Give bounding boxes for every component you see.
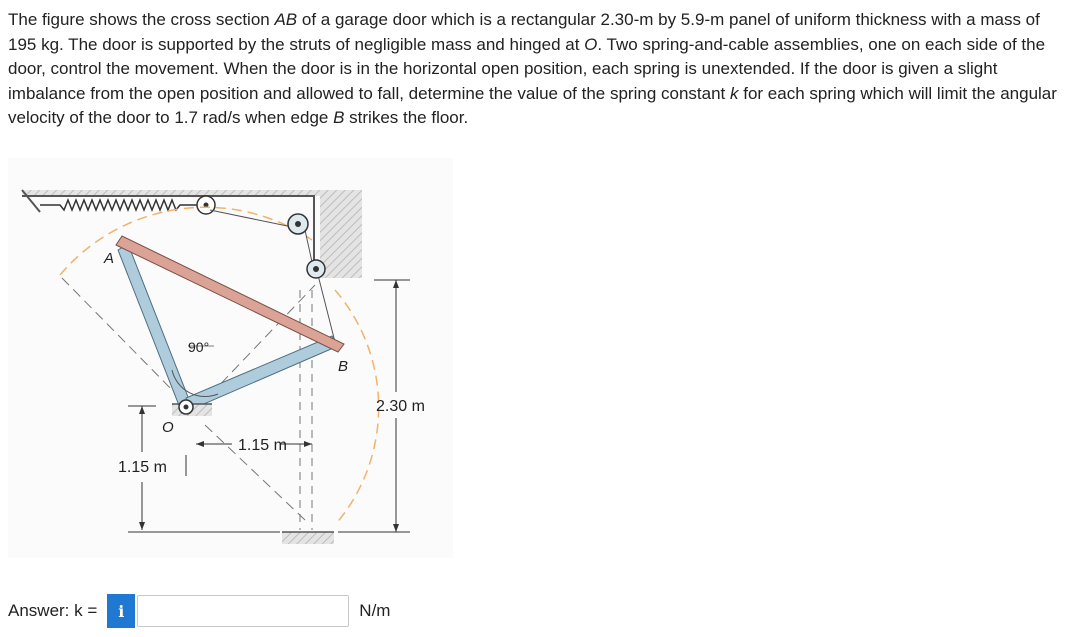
dim-horizontal-label: 1.15 m xyxy=(238,437,287,454)
dim-right-label: 2.30 m xyxy=(376,398,425,415)
label-b: B xyxy=(338,358,349,375)
upper-pulley-axle-icon xyxy=(295,221,301,227)
floor-hatch xyxy=(282,532,334,544)
answer-units: N/m xyxy=(359,601,391,620)
var-b: B xyxy=(333,108,345,127)
var-ab: AB xyxy=(274,10,298,29)
dim-left-label: 1.15 m xyxy=(118,459,167,476)
var-k: k xyxy=(730,83,739,103)
lower-pulley-axle-icon xyxy=(313,266,319,272)
label-a: A xyxy=(104,250,115,267)
var-o: O xyxy=(584,34,598,54)
problem-text-3: . Two spring-and-cable assemblies, one on each side of the door, control the movement. When the door is in the horizontal open position, each spring is unextended. If the door is given a slight imbalance from the open position and allowed to fall, determine the value of the spring constant xyxy=(8,34,1046,103)
answer-row xyxy=(8,592,390,630)
answer-label: Answer: k = xyxy=(8,601,98,620)
figure-background xyxy=(8,158,453,558)
hinge-o-axle-icon xyxy=(184,405,189,410)
label-o: O xyxy=(162,419,174,436)
problem-text-5: strikes the floor. xyxy=(344,108,469,127)
info-icon[interactable]: i xyxy=(107,594,135,628)
problem-text-4: for each spring which will limit the angular velocity of the door to 1.7 rad/s when edge xyxy=(8,83,1057,127)
problem-statement xyxy=(8,8,1070,131)
problem-text-2: of a garage door which is a rectangular 2.30-m by 5.9-m panel of uniform thickness with a mass of 195 kg. The door is supported by the struts of negligible mass and hinged at xyxy=(8,10,1040,54)
angle-label: 90° xyxy=(188,339,210,355)
problem-text-1: The figure shows the cross section xyxy=(8,10,275,29)
garage-door-figure xyxy=(0,150,460,570)
answer-input[interactable] xyxy=(137,595,349,627)
